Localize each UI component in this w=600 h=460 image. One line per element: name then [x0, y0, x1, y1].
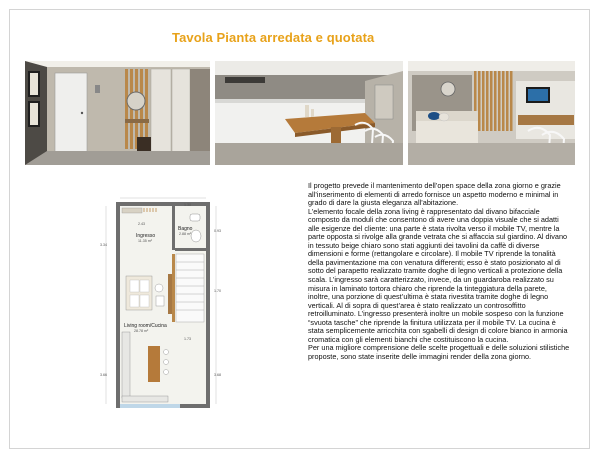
room-area-bagno: 2.88 m²	[179, 232, 192, 236]
room-label-bagno: Bagno	[178, 226, 193, 232]
render-living	[408, 61, 575, 165]
dim-label: 3.66	[100, 373, 107, 377]
render-cucina	[215, 61, 403, 165]
dim-label: 2.43	[138, 222, 145, 226]
floor-plan-drawing	[76, 196, 241, 416]
dim-label: 3.68	[214, 373, 221, 377]
dim-label: 1.73	[184, 337, 191, 341]
room-area-living: 28.78 m²	[134, 329, 149, 333]
room-area-ingresso: 11.35 m²	[138, 239, 152, 243]
page-title: Tavola Pianta arredata e quotata	[172, 30, 375, 45]
room-label-ingresso: Ingresso	[136, 233, 156, 239]
room-label-living: Living room/Cucina	[124, 323, 167, 329]
render-ingresso	[25, 61, 210, 165]
dim-label: 3.34	[100, 243, 107, 247]
render-living-image	[408, 61, 575, 165]
dim-label: 1.70	[214, 289, 221, 293]
dim-label: 1.30	[184, 203, 191, 207]
floor-plan	[76, 196, 241, 416]
project-description: Il progetto prevede il mantenimento dell’open space della zona giorno e grazie all’inserimento di elementi di arredo fornisce un aspetto moderno e minimal in grado di dare la giusta eleganza all’abitazione. L’elemento focale della zona living è rappresentato dal divano bifacciale composto da moduli che consentono di avere una doppia visuale che si adatti alle esigenze del cliente: una parte è stata rivolta verso il mobile TV, mentre la parte opposta si rivolge alla grande vetrata che si affaccia sul giardino. Al divano in tessuto beige chiaro sono stati aggiunti dei tavolini da caffè di diverse dimensioni e forme (rettangolare e circolare). Il mobile TV riprende la tonalità della pavimentazione ma con venatura differenti; esso è stato posizionato al di sotto del parapetto realizzato tramite doghe di legno verticali a protezione della scala. L’ingresso sarà caratterizzato, invece, da un guardaroba realizzato su misura in laminato tortora chiaro che riprende la tinteggiatura della parete, inoltre, una porzione di quest’ultima è stata rivestita tramite doghe di legno verticali. Al di sopra di quest’area è stato realizzato un controsoffitto retroilluminato. L’ingresso presenterà inoltre un mobile sospeso con la funzione “svuota tasche” che riprende la finitura utilizzata per il mobile TV. La cucina è stata semplicemente arricchita con sgabelli di design di colore bianco in armonia cromatica con gli elementi bianchi che costituiscono la cucina. Per una migliore comprensione delle scelte progettuali e delle soluzioni stilistiche proposte, sono state inserite delle immagini render della zona giorno.	[308, 181, 570, 361]
dim-label: 0.93	[214, 229, 221, 233]
render-ingresso-image	[25, 61, 210, 165]
render-cucina-image	[215, 61, 403, 165]
